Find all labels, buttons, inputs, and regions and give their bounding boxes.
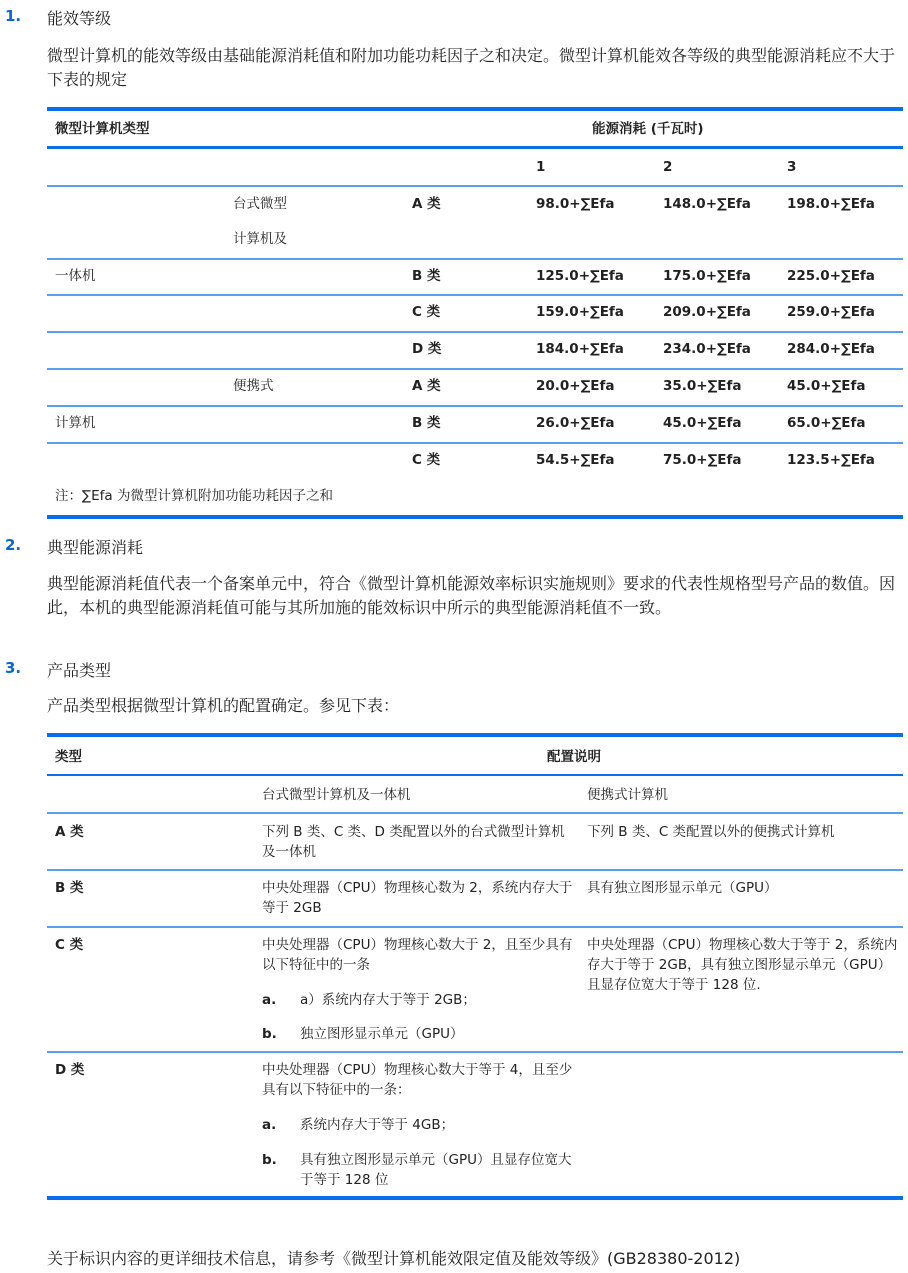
row-divider [47, 405, 903, 407]
section-title: 产品类型 [47, 661, 112, 680]
type-label: 台式微型 [233, 196, 287, 212]
table-cell: 54.5+∑Efa [536, 452, 615, 468]
table-cell: 20.0+∑Efa [536, 378, 615, 394]
table-cell: 148.0+∑Efa [663, 196, 751, 212]
row-divider [47, 368, 903, 370]
table-cell: 45.0+∑Efa [787, 378, 866, 394]
section-number: 1. [5, 7, 22, 25]
table-cell: 125.0+∑Efa [536, 268, 624, 284]
table-cell: 184.0+∑Efa [536, 341, 624, 357]
table-cell: C 类 [412, 304, 441, 320]
list-marker: b. [262, 1152, 277, 1168]
table-cell: 284.0+∑Efa [787, 341, 875, 357]
table-cell: B 类 [412, 415, 441, 431]
row-divider [47, 442, 903, 444]
section-title: 能效等级 [47, 9, 112, 28]
type-a: A 类 [55, 824, 84, 840]
section-paragraph: 产品类型根据微型计算机的配置确定。参见下表： [47, 696, 400, 715]
section-paragraph: 典型能源消耗值代表一个备案单元中，符合《微型计算机能源效率标识实施规则》要求的代表性规格型号产品的数值。因此，本机的典型能源消耗值可能与其所加施的能效标识中所示的典型能源消耗值不一致。 [47, 574, 896, 617]
type-label: 计算机及 [233, 231, 287, 247]
type-d: D 类 [55, 1062, 85, 1078]
row-divider [47, 258, 903, 260]
type-b: B 类 [55, 880, 84, 896]
table-cell: 75.0+∑Efa [663, 452, 742, 468]
list-item: a）系统内存大于等于 2GB； [300, 992, 476, 1008]
table-cell: A 类 [412, 378, 441, 394]
table-cell: 123.5+∑Efa [787, 452, 875, 468]
sub-desktop: 台式微型计算机及一体机 [262, 787, 411, 803]
table-cell: 198.0+∑Efa [787, 196, 875, 212]
section-title: 典型能源消耗 [47, 538, 144, 557]
section-paragraph: 微型计算机的能效等级由基础能源消耗值和附加功能功耗因子之和决定。微型计算机能效各等级的典型能源消耗应不大于下表的规定 [47, 46, 896, 89]
grade: 1 [536, 159, 546, 175]
header-energy: 能源消耗 (千瓦时) [592, 121, 704, 137]
sub-portable: 便携式计算机 [587, 787, 668, 803]
row-divider [47, 294, 903, 296]
table-cell: 259.0+∑Efa [787, 304, 875, 320]
type-label: 一体机 [55, 268, 96, 284]
table-cell: A 类 [412, 196, 441, 212]
list-marker: a. [262, 992, 277, 1008]
table-cell: 175.0+∑Efa [663, 268, 751, 284]
portable-config: 下列 B 类、C 类配置以外的便携式计算机 [587, 824, 835, 840]
grade: 2 [663, 159, 673, 175]
table-cell: D 类 [412, 341, 442, 357]
type-label: 计算机 [55, 415, 96, 431]
table-cell: 159.0+∑Efa [536, 304, 624, 320]
row-divider [47, 331, 903, 333]
desktop-config: 下列 B 类、C 类、D 类配置以外的台式微型计算机及一体机 [262, 824, 565, 860]
list-item: 独立图形显示单元（GPU） [300, 1026, 464, 1042]
table-cell: 26.0+∑Efa [536, 415, 615, 431]
type-label: 便携式 [233, 378, 274, 394]
type-c: C 类 [55, 937, 84, 953]
list-item: 系统内存大于等于 4GB； [300, 1117, 455, 1133]
desktop-config: 中央处理器（CPU）物理核心数大于等于 4，且至少具有以下特征中的一条： [262, 1062, 573, 1098]
portable-config: 具有独立图形显示单元（GPU） [587, 880, 778, 896]
table-cell: 234.0+∑Efa [663, 341, 751, 357]
table-note: 注：∑Efa 为微型计算机附加功能功耗因子之和 [55, 488, 333, 504]
section-number: 2. [5, 536, 22, 554]
table-cell: 98.0+∑Efa [536, 196, 615, 212]
grade: 3 [787, 159, 797, 175]
list-marker: a. [262, 1117, 277, 1133]
header-type: 微型计算机类型 [55, 121, 150, 137]
header-type: 类型 [55, 749, 82, 765]
list-item: 具有独立图形显示单元（GPU）且显存位宽大于等于 128 位 [300, 1152, 572, 1188]
section-number: 3. [5, 659, 22, 677]
table-cell: 65.0+∑Efa [787, 415, 866, 431]
table-cell: B 类 [412, 268, 441, 284]
list-marker: b. [262, 1026, 277, 1042]
table-cell: 35.0+∑Efa [663, 378, 742, 394]
header-config: 配置说明 [547, 749, 601, 765]
portable-config: 中央处理器（CPU）物理核心数大于等于 2，系统内存大于等于 2GB，具有独立图形显示单元（GPU）且显存位宽大于等于 128 位. [587, 937, 898, 993]
table-cell: 45.0+∑Efa [663, 415, 742, 431]
table-cell: 209.0+∑Efa [663, 304, 751, 320]
desktop-config: 中央处理器（CPU）物理核心数为 2，系统内存大于等于 2GB [262, 880, 573, 916]
desktop-config: 中央处理器（CPU）物理核心数大于 2，且至少具有以下特征中的一条 [262, 937, 573, 973]
table-cell: C 类 [412, 452, 441, 468]
table-cell: 225.0+∑Efa [787, 268, 875, 284]
footer-reference: 关于标识内容的更详细技术信息，请参考《微型计算机能效限定值及能效等级》(GB28380-2012) [47, 1249, 741, 1268]
